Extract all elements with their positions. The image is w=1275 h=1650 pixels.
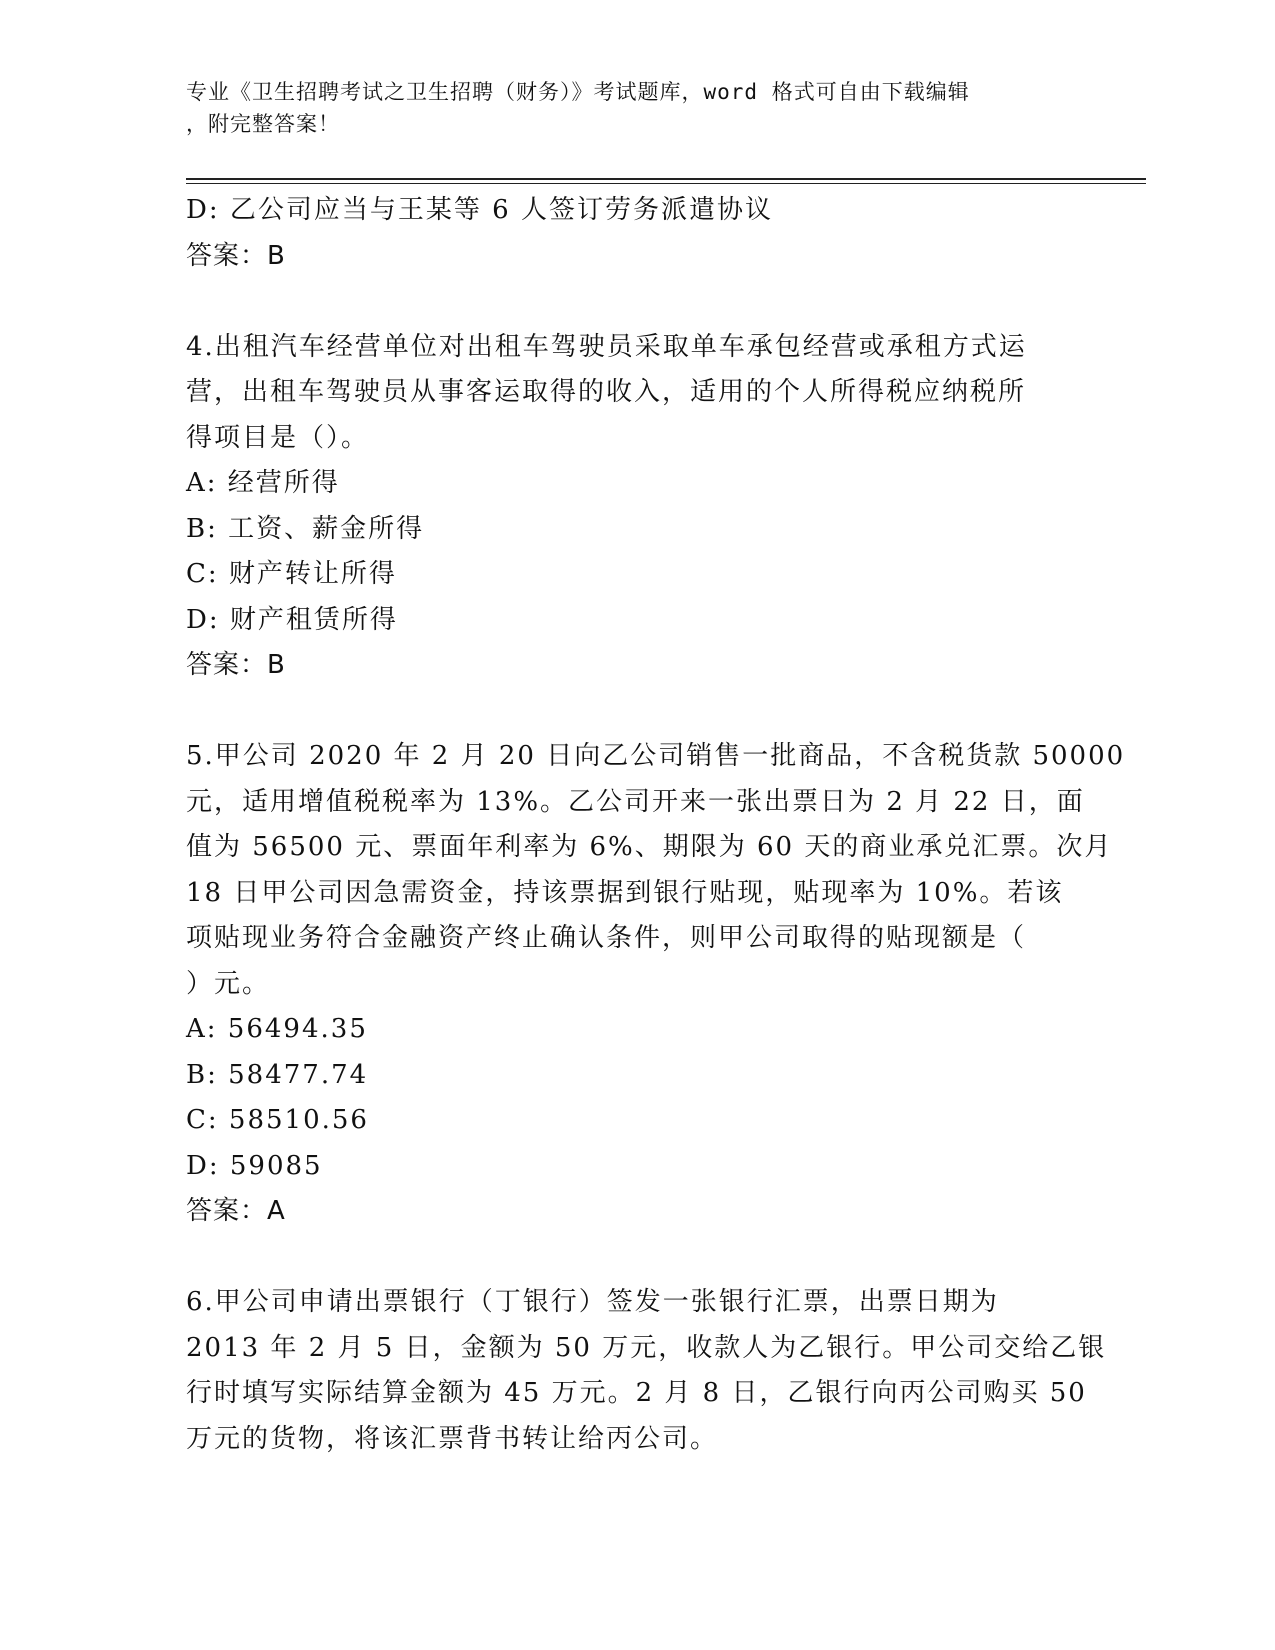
question-stem-line: 行时填写实际结算金额为 45 万元。2 月 8 日，乙银行向丙公司购买 50 bbox=[186, 1378, 1087, 1408]
question-stem-line: 值为 56500 元、票面年利率为 6%、期限为 60 天的商业承兑汇票。次月 bbox=[186, 832, 1113, 862]
question-stem-line: 2013 年 2 月 5 日，金额为 50 万元，收款人为乙银行。甲公司交给乙银 bbox=[186, 1332, 1107, 1363]
option-c: C: 58510.56 bbox=[186, 1105, 369, 1135]
answer: 答案：A bbox=[186, 1196, 286, 1226]
question-5 bbox=[186, 734, 1126, 1235]
header-line-2: ，附完整答案！ bbox=[186, 112, 340, 136]
option-d: D: 财产租赁所得 bbox=[186, 604, 398, 635]
answer: 答案：B bbox=[186, 240, 286, 271]
question-4 bbox=[186, 325, 1086, 689]
question-stem-line: 18 日甲公司因急需资金，持该票据到银行贴现，贴现率为 10%。若该 bbox=[186, 877, 1064, 908]
option-d: D: 乙公司应当与王某等 6 人签订劳务派遣协议 bbox=[186, 195, 773, 225]
question-stem-line: 元，适用增值税税率为 13%。乙公司开来一张出票日为 2 月 22 日，面 bbox=[186, 786, 1085, 817]
option-c: C: 财产转让所得 bbox=[186, 559, 397, 589]
question-6 bbox=[186, 1280, 1107, 1462]
option-d: D: 59085 bbox=[186, 1150, 323, 1181]
question-stem-line: 4.出租汽车经营单位对出租车驾驶员采取单车承包经营或承租方式运 bbox=[186, 331, 1027, 362]
page-header bbox=[186, 76, 1066, 140]
question-stem-line: 6.甲公司申请出票银行（丁银行）签发一张银行汇票，出票日期为 bbox=[186, 1287, 999, 1317]
header-rule-thick bbox=[186, 178, 1146, 180]
question-stem-line: 5.甲公司 2020 年 2 月 20 日向乙公司销售一批商品，不含税货款 50000 bbox=[186, 741, 1126, 771]
document-body bbox=[186, 188, 1126, 1462]
option-a: A: 经营所得 bbox=[186, 468, 340, 498]
option-a: A: 56494.35 bbox=[186, 1014, 368, 1044]
question-stem-line: 项贴现业务符合金融资产终止确认条件，则甲公司取得的贴现额是（ bbox=[186, 923, 1027, 953]
question-3-tail bbox=[186, 188, 1086, 279]
question-stem-line: ）元。 bbox=[186, 968, 271, 999]
header-line-1: 专业《卫生招聘考试之卫生招聘（财务）》考试题库，word 格式可自由下载编辑 bbox=[186, 80, 970, 104]
option-b: B: 58477.74 bbox=[186, 1059, 369, 1090]
question-stem-line: 万元的货物，将该汇票背书转让给丙公司。 bbox=[186, 1423, 719, 1454]
question-stem-line: 营，出租车驾驶员从事客运取得的收入，适用的个人所得税应纳税所 bbox=[186, 377, 1027, 407]
answer: 答案：B bbox=[186, 650, 286, 680]
header-rule-thin bbox=[186, 183, 1146, 184]
option-b: B: 工资、薪金所得 bbox=[186, 513, 425, 544]
question-stem-line: 得项目是（）。 bbox=[186, 422, 370, 453]
